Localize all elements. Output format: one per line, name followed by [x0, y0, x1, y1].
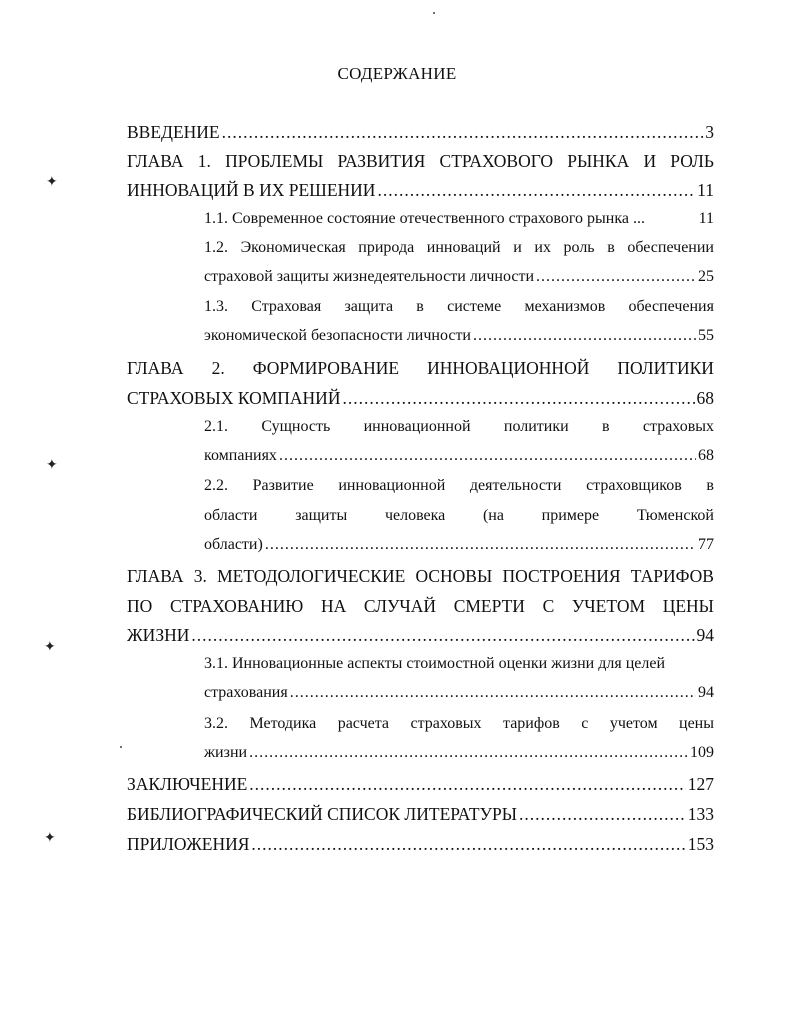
toc-section-1-1[interactable]: [204, 210, 714, 238]
toc-page-number: 25: [698, 268, 714, 285]
word: СЛУЧАЙ: [363, 596, 437, 616]
word: цены: [679, 715, 714, 732]
toc-page-number: 94: [698, 684, 714, 701]
word: инновационной: [363, 418, 471, 435]
toc-label: БИБЛИОГРАФИЧЕСКИЙ СПИСОК ЛИТЕРАТУРЫ: [127, 804, 517, 824]
word: инноваций: [426, 239, 501, 256]
toc-section-3-1-line-2[interactable]: [204, 684, 714, 712]
dot-leader: [191, 625, 694, 646]
word: роль: [563, 239, 595, 256]
word: 2.1.: [204, 418, 228, 435]
word: их: [534, 239, 551, 256]
dot-leader: [377, 180, 695, 201]
word: природа: [358, 239, 415, 256]
dot-leader: [279, 447, 696, 465]
toc-page-number: 68: [696, 388, 714, 408]
word: защиты: [295, 507, 348, 524]
dot-leader: [251, 834, 685, 855]
word: Развитие: [252, 477, 314, 494]
word: инновационной: [338, 477, 446, 494]
word: РЫНКА: [567, 151, 630, 171]
toc-section-2-1-line-1[interactable]: [204, 418, 714, 446]
word: ТАРИФОВ: [630, 566, 714, 586]
page-title: СОДЕРЖАНИЕ: [337, 64, 457, 83]
word: 3.2.: [204, 715, 228, 732]
toc-section-3-2-line-1[interactable]: [204, 715, 714, 743]
toc-page-number: 77: [698, 536, 714, 553]
word: ГЛАВА: [127, 566, 184, 586]
toc-section-1-3-line-2[interactable]: [204, 327, 714, 355]
toc-label: компаниях: [204, 447, 277, 464]
margin-mark-icon: ✦: [46, 174, 58, 190]
toc-label: СТРАХОВЫХ КОМПАНИЙ: [127, 388, 341, 408]
dot-leader: [536, 268, 696, 286]
word: 1.2.: [204, 239, 228, 256]
toc-section-2-2-line-1[interactable]: [204, 477, 714, 505]
word: механизмов: [524, 298, 606, 315]
word: деятельности: [469, 477, 562, 494]
word: ГЛАВА: [127, 358, 184, 378]
toc-label: ЖИЗНИ: [127, 625, 190, 645]
word: СТРАХОВОГО: [439, 151, 554, 171]
toc-chapter-1-line-1[interactable]: [127, 151, 714, 179]
toc-section-1-3-line-1[interactable]: [204, 298, 714, 326]
word: 1.: [197, 151, 211, 171]
scan-speck: [120, 746, 122, 748]
toc-label: ИННОВАЦИЙ В ИХ РЕШЕНИИ: [127, 180, 376, 200]
word: ПО: [127, 596, 153, 616]
word: страховых: [642, 418, 714, 435]
margin-mark-icon: ✦: [46, 457, 58, 473]
word: ГЛАВА: [127, 151, 184, 171]
dot-leader: [265, 536, 696, 554]
word: в: [607, 239, 615, 256]
word: УЧЕТОМ: [571, 596, 646, 616]
margin-mark-icon: ✦: [44, 639, 56, 655]
toc-label: ПРИЛОЖЕНИЯ: [127, 834, 250, 854]
word: СТРАХОВАНИЮ: [169, 596, 304, 616]
word: Экономическая: [240, 239, 346, 256]
word: тарифов: [503, 715, 560, 732]
word: ОСНОВЫ: [415, 566, 493, 586]
toc-label: ЗАКЛЮЧЕНИЕ: [127, 774, 248, 794]
word: обеспечении: [627, 239, 714, 256]
toc-label: страховой защиты жизнедеятельности личности: [204, 268, 535, 285]
scan-speck: [433, 12, 435, 14]
dot-leader: [290, 684, 696, 702]
toc-label: жизни: [204, 744, 248, 761]
toc-page-number: 55: [698, 327, 714, 344]
toc-chapter-3-line-3[interactable]: [127, 625, 714, 653]
word: страховщиков: [586, 477, 682, 494]
toc-label: экономической безопасности личности: [204, 327, 471, 344]
dot-leader: [249, 774, 685, 795]
word: учетом: [609, 715, 658, 732]
toc-chapter-3-line-2[interactable]: [127, 596, 714, 624]
toc-chapter-3-line-1[interactable]: [127, 566, 714, 594]
word: ПОСТРОЕНИЯ: [502, 566, 621, 586]
word: Страховая: [251, 298, 322, 315]
word: Методика: [249, 715, 317, 732]
toc-page-number: 109: [690, 744, 714, 761]
word: 2.2.: [204, 477, 228, 494]
dot-leader: [519, 804, 686, 825]
dot-leader: [222, 122, 704, 143]
margin-mark-icon: ✦: [44, 830, 56, 846]
word: РОЛЬ: [670, 151, 714, 171]
word: в: [706, 477, 714, 494]
toc-entry-intro[interactable]: [127, 122, 714, 150]
toc-page-number: 133: [687, 804, 714, 824]
toc-page-number: 127: [687, 774, 714, 794]
toc-page-number: 3: [705, 122, 714, 142]
word: в: [416, 298, 424, 315]
toc-page-number: 11: [697, 180, 714, 200]
word: (на: [482, 507, 504, 524]
toc-page-number: 94: [696, 625, 714, 645]
word: 3.: [193, 566, 207, 586]
word: политики: [503, 418, 569, 435]
toc-section-2-2-line-3[interactable]: [204, 536, 714, 564]
word: РАЗВИТИЯ: [337, 151, 426, 171]
toc-chapter-2-line-1[interactable]: [127, 358, 714, 386]
toc-page-number: 153: [687, 834, 714, 854]
word: защита: [344, 298, 394, 315]
word: 1.3.: [204, 298, 228, 315]
toc-section-3-1-line-1[interactable]: [204, 655, 714, 683]
toc-label: области): [204, 536, 263, 553]
toc-label: 1.1. Современное состояние отечественного страхового рынка ...: [204, 210, 645, 227]
toc-label: страхования: [204, 684, 288, 701]
toc-section-2-1-line-2[interactable]: [204, 447, 714, 475]
toc-entry-conclusion[interactable]: [127, 774, 714, 802]
dot-leader: [342, 388, 694, 409]
dot-leader: [249, 744, 688, 762]
toc-section-1-2-line-2[interactable]: [204, 268, 714, 296]
word: страховых: [410, 715, 482, 732]
word: области: [204, 507, 258, 524]
word: Тюменской: [636, 507, 714, 524]
word: ФОРМИРОВАНИЕ: [252, 358, 400, 378]
toc-page-number: 68: [698, 447, 714, 464]
word: СМЕРТИ: [453, 596, 525, 616]
word: С: [542, 596, 555, 616]
word: в: [602, 418, 610, 435]
word: 2.: [211, 358, 225, 378]
word: НА: [320, 596, 347, 616]
toc-chapter-2-line-2[interactable]: [127, 388, 714, 416]
toc-section-2-2-line-2[interactable]: [204, 507, 714, 535]
toc-chapter-1-line-2[interactable]: [127, 180, 714, 208]
toc-section-1-2-line-1[interactable]: [204, 239, 714, 267]
word: с: [581, 715, 589, 732]
word: ПРОБЛЕМЫ: [225, 151, 324, 171]
word: человека: [384, 507, 446, 524]
word: ИННОВАЦИОННОЙ: [427, 358, 590, 378]
toc-label: ВВЕДЕНИЕ: [127, 122, 220, 142]
toc-page-number: 11: [698, 210, 714, 227]
word: ПОЛИТИКИ: [617, 358, 714, 378]
word: обеспечения: [628, 298, 714, 315]
word: ЦЕНЫ: [662, 596, 714, 616]
toc-section-3-2-line-2[interactable]: [204, 744, 714, 772]
word: системе: [447, 298, 502, 315]
toc-label: 3.1. Инновационные аспекты стоимостной оценки жизни для целей: [204, 655, 666, 672]
word: МЕТОДОЛОГИЧЕСКИЕ: [217, 566, 406, 586]
dot-leader: [473, 327, 696, 345]
toc-entry-bibliography[interactable]: [127, 804, 714, 832]
word: и: [513, 239, 522, 256]
word: примере: [541, 507, 600, 524]
word: И: [643, 151, 657, 171]
toc-entry-appendix[interactable]: [127, 834, 714, 862]
word: Сущность: [261, 418, 331, 435]
word: расчета: [337, 715, 390, 732]
